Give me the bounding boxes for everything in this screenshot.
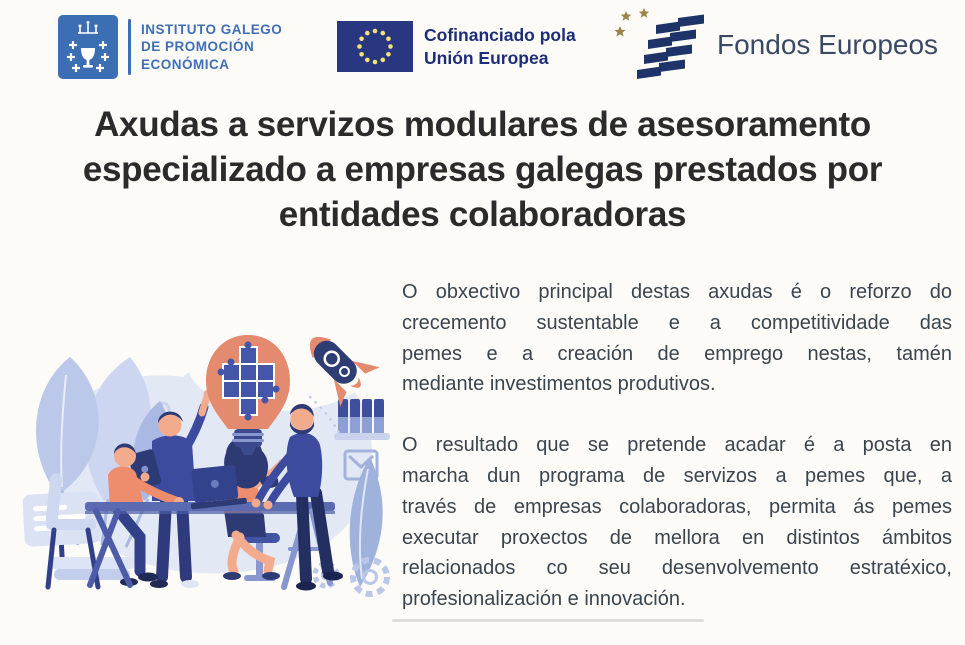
- title-line-3: entidades colaboradoras: [278, 195, 687, 234]
- igape-logo-text: [141, 21, 282, 74]
- fondos-stripes: [637, 15, 704, 80]
- para2-line6: profesionalización e innovación.: [402, 588, 686, 611]
- para1-line3: pemes e a creación de emprego nestas, tamén: [402, 342, 952, 365]
- para2-line3: través de empresas colaboradoras, permita ás pemes: [402, 495, 952, 518]
- eu-line-1: Cofinanciado pola: [424, 24, 576, 45]
- para1-line1: O obxectivo principal destas axudas é o reforzo do: [402, 281, 952, 303]
- fondos-logo-label: Fondos Europeos: [717, 29, 939, 60]
- para1-line4: mediante investimentos produtivos.: [402, 373, 716, 396]
- teamwork-illustration: [18, 305, 403, 605]
- igape-emblem-icon: [58, 15, 118, 79]
- igape-line-2: DE PROMOCIÓN: [141, 39, 255, 55]
- fondos-europeos-logo: [610, 4, 938, 86]
- igape-logo: [58, 15, 282, 79]
- page-title: [0, 102, 965, 237]
- paragraph-result: [402, 430, 952, 615]
- fondos-europeos-flag-icon: [610, 4, 705, 86]
- title-line-2: especializado a empresas galegas prestados por: [82, 150, 883, 189]
- scan-artifact-line: [392, 619, 704, 622]
- body-text-column: [402, 277, 952, 645]
- igape-line-1: INSTITUTO GALEGO: [141, 21, 283, 37]
- para2-line1: O resultado que se pretende acadar é a posta en: [402, 434, 952, 457]
- paragraph-objective: [402, 277, 952, 400]
- eu-logo-text: [424, 24, 576, 70]
- eu-line-2: Unión Europea: [424, 47, 549, 68]
- shelf-binders-icon: [334, 399, 390, 440]
- para2-line5: relacionados co seu desenvolvemento estratéxico,: [402, 557, 952, 580]
- title-line-1: Axudas a servizos modulares de asesoramento: [94, 105, 871, 144]
- logo-divider: [128, 19, 131, 75]
- eu-flag-icon: [337, 21, 413, 72]
- para2-line2: marcha dun programa de servizos a pemes que, a: [402, 464, 952, 487]
- igape-line-3: ECONÓMICA: [141, 56, 230, 72]
- para1-line2: crecemento sustentable e a competitividade das: [402, 311, 952, 334]
- para2-line4: executar proxectos de mellora en distintos ámbitos: [402, 526, 952, 549]
- fondos-stars: [614, 8, 649, 37]
- eu-cofinancing-logo: [337, 21, 576, 72]
